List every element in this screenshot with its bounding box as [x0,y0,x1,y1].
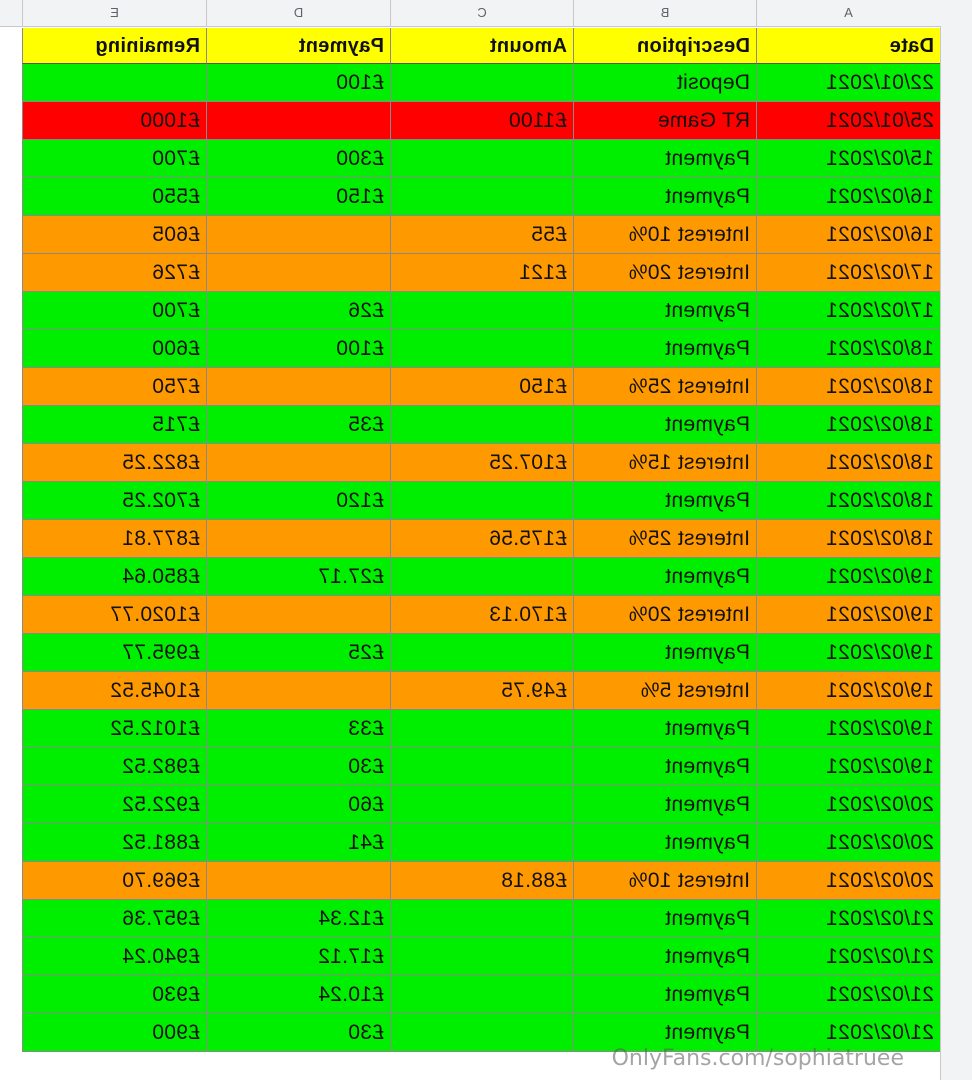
cell-description[interactable]: Payment [573,558,756,596]
cell-payment[interactable]: £150 [206,178,390,216]
table-row [22,102,940,140]
column-letter-e[interactable]: E [22,0,206,26]
cell-amount[interactable] [390,824,573,862]
cell-remaining[interactable]: £900 [22,1014,206,1052]
cell-amount[interactable]: £55 [390,216,573,254]
cell-date[interactable]: 19/02/2021 [756,596,940,634]
table-row [22,140,940,178]
cell-date[interactable]: 20/02/2021 [756,862,940,900]
cell-amount[interactable] [390,558,573,596]
table-row [22,710,940,748]
cell-date[interactable]: 18/02/2021 [756,368,940,406]
cell-description[interactable]: Interest 10% [573,862,756,900]
table-row [22,672,940,710]
cell-date[interactable]: 20/02/2021 [756,824,940,862]
watermark-text: OnlyFans.com/sophiatruee [612,1046,905,1071]
cell-description[interactable]: Payment [573,824,756,862]
table-row [22,368,940,406]
cell-date[interactable]: 21/02/2021 [756,1014,940,1052]
table-row [22,406,940,444]
cell-date[interactable]: 19/02/2021 [756,748,940,786]
cell-amount[interactable] [390,748,573,786]
cell-remaining[interactable]: £995.77 [22,634,206,672]
cell-amount[interactable]: £88.18 [390,862,573,900]
cell-description[interactable]: Interest 25% [573,368,756,406]
cell-remaining[interactable]: £702.25 [22,482,206,520]
cell-payment[interactable] [206,672,390,710]
cell-description[interactable]: Payment [573,292,756,330]
cell-date[interactable]: 19/02/2021 [756,558,940,596]
table-row [22,862,940,900]
cell-date[interactable]: 18/02/2021 [756,406,940,444]
cell-payment[interactable] [206,254,390,292]
cell-amount[interactable] [390,976,573,1014]
column-header-strip [0,0,972,27]
cell-payment[interactable]: £26 [206,292,390,330]
cell-amount[interactable] [390,292,573,330]
cell-remaining[interactable]: £957.36 [22,900,206,938]
cell-remaining[interactable]: £969.70 [22,862,206,900]
cell-date[interactable]: 18/02/2021 [756,482,940,520]
cell-date[interactable]: 19/02/2021 [756,710,940,748]
cell-amount[interactable] [390,634,573,672]
cell-remaining[interactable]: £881.52 [22,824,206,862]
cell-amount[interactable] [390,900,573,938]
table-row [22,634,940,672]
cell-payment[interactable]: £33 [206,710,390,748]
cell-description[interactable]: RT Game [573,102,756,140]
cell-amount[interactable] [390,482,573,520]
column-letter-d[interactable]: D [206,0,390,26]
cell-payment[interactable] [206,862,390,900]
column-letter-c[interactable]: C [390,0,573,26]
cell-payment[interactable]: £35 [206,406,390,444]
header-row [22,28,940,66]
header-amount[interactable]: Amount [390,28,573,64]
cell-date[interactable]: 25/01/2021 [756,102,940,140]
table-row [22,596,940,634]
cell-remaining[interactable] [22,64,206,102]
table-row [22,938,940,976]
column-letter-b[interactable]: B [573,0,756,26]
cell-description[interactable]: Payment [573,406,756,444]
cell-description[interactable]: Payment [573,710,756,748]
cell-remaining[interactable]: £1000 [22,102,206,140]
cell-amount[interactable] [390,1014,573,1052]
cell-remaining[interactable]: £700 [22,292,206,330]
cell-payment[interactable]: £60 [206,786,390,824]
table-row [22,748,940,786]
cell-amount[interactable]: £121 [390,254,573,292]
cell-payment[interactable]: £41 [206,824,390,862]
cell-amount[interactable]: £175.56 [390,520,573,558]
cell-description[interactable]: Payment [573,330,756,368]
cell-description[interactable]: Payment [573,748,756,786]
table-row [22,64,940,102]
table-row [22,254,940,292]
cell-payment[interactable] [206,368,390,406]
table-row [22,520,940,558]
cell-payment[interactable] [206,216,390,254]
cell-description[interactable]: Payment [573,1014,756,1052]
cell-remaining[interactable]: £922.52 [22,786,206,824]
cell-remaining[interactable]: £600 [22,330,206,368]
cell-payment[interactable]: £12.34 [206,900,390,938]
cell-payment[interactable]: £10.24 [206,976,390,1014]
cell-remaining[interactable]: £940.24 [22,938,206,976]
cell-description[interactable]: Payment [573,976,756,1014]
cell-payment[interactable]: £25 [206,634,390,672]
cell-amount[interactable] [390,710,573,748]
cell-remaining[interactable]: £605 [22,216,206,254]
cell-description[interactable]: Payment [573,482,756,520]
cell-description[interactable]: Payment [573,938,756,976]
cell-amount[interactable] [390,330,573,368]
cell-amount[interactable] [390,786,573,824]
cell-remaining[interactable]: £930 [22,976,206,1014]
cell-remaining[interactable]: £715 [22,406,206,444]
header-payment[interactable]: Payment [206,28,390,64]
table-row [22,976,940,1014]
cell-remaining[interactable]: £822.25 [22,444,206,482]
cell-remaining[interactable]: £750 [22,368,206,406]
cell-date[interactable]: 21/02/2021 [756,900,940,938]
cell-payment[interactable]: £300 [206,140,390,178]
cell-description[interactable]: Interest 20% [573,254,756,292]
header-date[interactable]: Date [756,28,940,64]
table-row [22,178,940,216]
cell-remaining[interactable]: £550 [22,178,206,216]
table-row [22,444,940,482]
cell-payment[interactable] [206,444,390,482]
cell-remaining[interactable]: £1020.77 [22,596,206,634]
cell-date[interactable]: 22/01/2021 [756,64,940,102]
cell-description[interactable]: Interest 10% [573,216,756,254]
header-description[interactable]: Description [573,28,756,64]
column-letter-a[interactable]: A [756,0,940,26]
cell-date[interactable]: 18/02/2021 [756,444,940,482]
cell-description[interactable]: Payment [573,634,756,672]
cell-amount[interactable]: £107.25 [390,444,573,482]
cell-remaining[interactable]: £850.64 [22,558,206,596]
cell-date[interactable]: 16/02/2021 [756,178,940,216]
cell-date[interactable]: 19/02/2021 [756,672,940,710]
cell-payment[interactable] [206,520,390,558]
cell-payment[interactable]: £17.12 [206,938,390,976]
cell-description[interactable]: Interest 20% [573,596,756,634]
cell-amount[interactable] [390,406,573,444]
cell-remaining[interactable]: £700 [22,140,206,178]
cell-payment[interactable]: £30 [206,748,390,786]
table-row [22,330,940,368]
cell-amount[interactable]: £150 [390,368,573,406]
row-number-gutter [940,26,972,1080]
cell-payment[interactable] [206,596,390,634]
cell-payment[interactable] [206,102,390,140]
cell-payment[interactable]: £120 [206,482,390,520]
cell-amount[interactable]: £170.13 [390,596,573,634]
cell-description[interactable]: Payment [573,140,756,178]
cell-payment[interactable]: £30 [206,1014,390,1052]
cell-date[interactable]: 16/02/2021 [756,216,940,254]
cell-description[interactable]: Payment [573,900,756,938]
cell-date[interactable]: 20/02/2021 [756,786,940,824]
cell-payment[interactable]: £100 [206,64,390,102]
cell-description[interactable]: Interest 25% [573,520,756,558]
cell-remaining[interactable]: £726 [22,254,206,292]
table-row [22,292,940,330]
cell-description[interactable]: Payment [573,178,756,216]
cell-date[interactable]: 19/02/2021 [756,634,940,672]
cell-amount[interactable] [390,938,573,976]
cell-date[interactable]: 18/02/2021 [756,330,940,368]
cell-description[interactable]: Payment [573,786,756,824]
cell-description[interactable]: Deposit [573,64,756,102]
cell-remaining[interactable]: £982.52 [22,748,206,786]
cell-date[interactable]: 21/02/2021 [756,938,940,976]
cell-date[interactable]: 18/02/2021 [756,520,940,558]
table-row [22,482,940,520]
cell-description[interactable]: Interest 15% [573,444,756,482]
cell-amount[interactable] [390,178,573,216]
cell-remaining[interactable]: £877.81 [22,520,206,558]
cell-date[interactable]: 17/02/2021 [756,292,940,330]
table-row [22,558,940,596]
header-remaining[interactable]: Remaining [22,28,206,64]
cell-payment[interactable]: £100 [206,330,390,368]
cell-amount[interactable] [390,140,573,178]
table-row [22,824,940,862]
cell-date[interactable]: 15/02/2021 [756,140,940,178]
cell-date[interactable]: 17/02/2021 [756,254,940,292]
table-row [22,900,940,938]
cell-remaining[interactable]: £1012.52 [22,710,206,748]
table-row [22,786,940,824]
cell-amount[interactable]: £1100 [390,102,573,140]
cell-remaining[interactable]: £1045.52 [22,672,206,710]
cell-amount[interactable] [390,64,573,102]
cell-amount[interactable]: £49.75 [390,672,573,710]
cell-description[interactable]: Interest 5% [573,672,756,710]
cell-payment[interactable]: £27.17 [206,558,390,596]
table-row [22,216,940,254]
cell-date[interactable]: 21/02/2021 [756,976,940,1014]
